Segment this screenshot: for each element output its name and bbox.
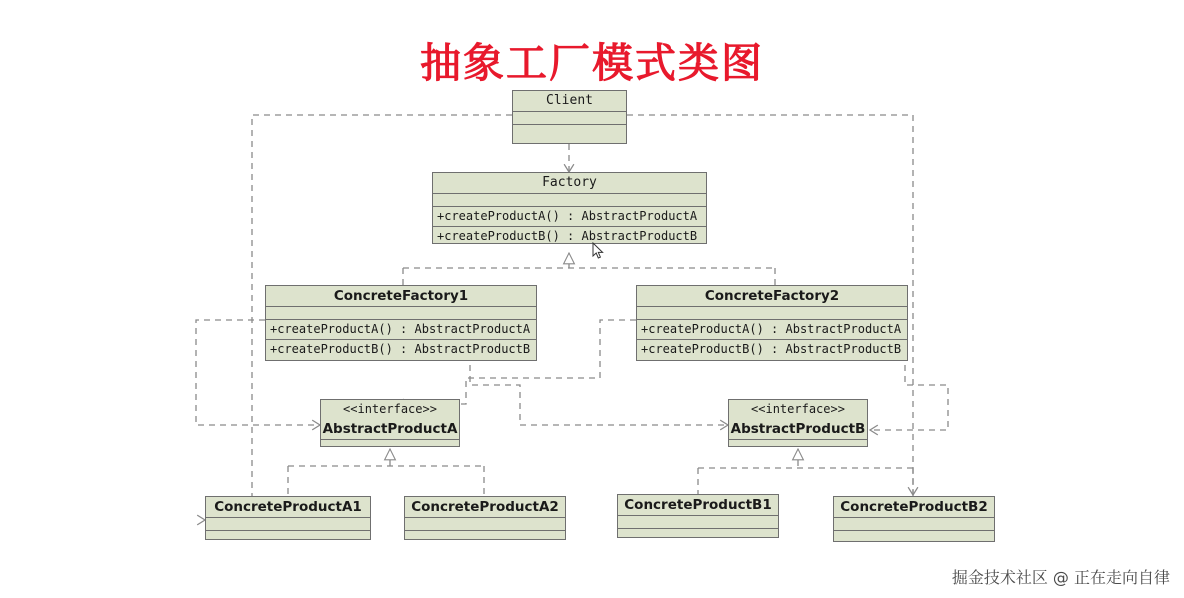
class-operations-client [513,125,626,138]
page-title: 抽象工厂模式类图 [420,39,764,87]
class-box-abstract-product-b[interactable] [728,399,868,447]
class-box-abstract-product-a[interactable] [320,399,460,447]
class-name-concrete-factory-2: ConcreteFactory2 [637,286,907,307]
class-name-concrete-product-b1: ConcreteProductB1 [618,495,778,516]
class-box-concrete-factory-1[interactable] [265,285,537,361]
class-operations-concrete-product-b1 [618,529,778,542]
class-box-concrete-product-a2[interactable] [404,496,566,540]
class-body-abstract-product-b [729,440,867,453]
mouse-cursor-icon [592,242,604,260]
class-name-factory: Factory [433,173,706,194]
class-operation: +createProductA() : AbstractProductA [433,207,706,227]
class-box-concrete-factory-2[interactable] [636,285,908,361]
class-attributes-concrete-product-b2 [834,518,994,531]
class-body-abstract-product-a [321,440,459,453]
class-operation: +createProductA() : AbstractProductA [637,320,907,340]
class-box-concrete-product-a1[interactable] [205,496,371,540]
watermark-text: 掘金技术社区 @ 正在走向自律 [951,568,1170,587]
class-name-concrete-product-a1: ConcreteProductA1 [206,497,370,518]
class-box-concrete-product-b1[interactable] [617,494,779,538]
class-attributes-concrete-product-b1 [618,516,778,529]
class-name-abstract-product-a: AbstractProductA [321,419,459,440]
class-operation: +createProductB() : AbstractProductB [270,342,531,356]
class-box-factory[interactable] [432,172,707,244]
class-stereotype-abstract-product-b: <<interface>> [751,402,845,416]
class-name-concrete-product-a2: ConcreteProductA2 [405,497,565,518]
class-operation: +createProductB() : AbstractProductB [437,229,698,243]
class-operations-concrete-product-a1 [206,531,370,544]
class-operations-concrete-product-a2 [405,531,565,544]
class-operation: +createProductB() : AbstractProductB [641,342,902,356]
class-operation: +createProductA() : AbstractProductA [266,320,536,340]
class-attributes-concrete-product-a1 [206,518,370,531]
class-attributes-concrete-product-a2 [405,518,565,531]
class-name-client: Client [513,91,626,112]
class-attributes-concrete-factory-1 [266,307,536,320]
class-operations-concrete-product-b2 [834,531,994,544]
class-box-concrete-product-b2[interactable] [833,496,995,542]
class-attributes-factory [433,194,706,207]
class-attributes-concrete-factory-2 [637,307,907,320]
class-name-concrete-factory-1: ConcreteFactory1 [266,286,536,307]
class-name-concrete-product-b2: ConcreteProductB2 [834,497,994,518]
class-attributes-client [513,112,626,125]
class-box-client[interactable] [512,90,627,144]
class-name-abstract-product-b: AbstractProductB [729,419,867,440]
class-stereotype-abstract-product-a: <<interface>> [343,402,437,416]
